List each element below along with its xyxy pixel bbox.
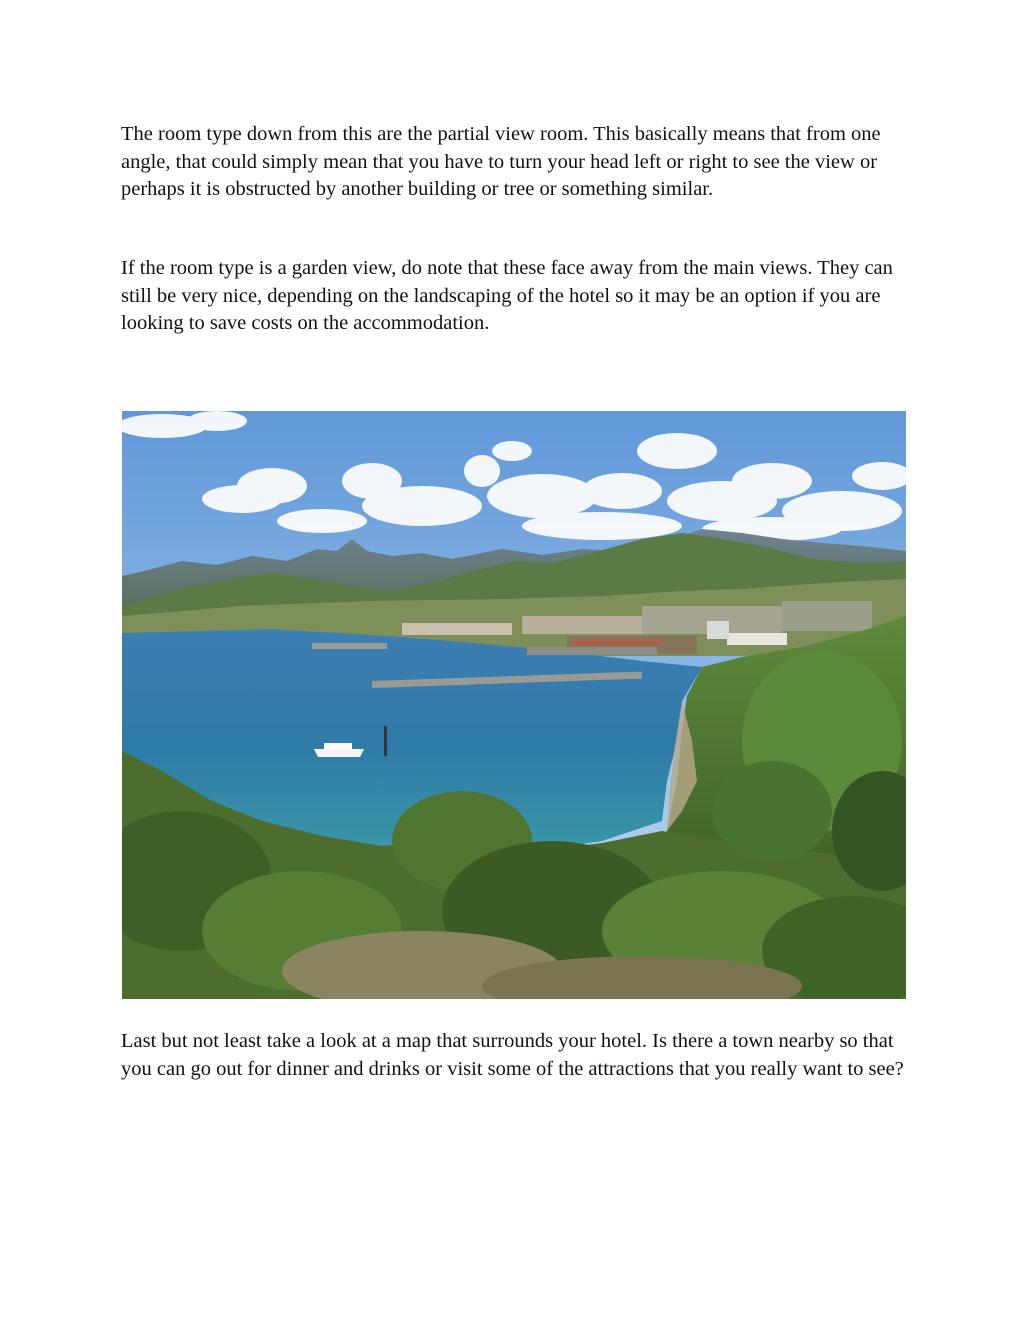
harbor-bay-photo xyxy=(122,411,906,999)
pier-small xyxy=(312,643,387,649)
dock xyxy=(527,647,657,655)
paragraph-map-town: Last but not least take a look at a map that surrounds your hotel. Is there a town nearby so that you can go out for dinner and drinks or visit some of the attractions that you really want to see? xyxy=(121,1030,904,1080)
paragraph-garden-view: If the room type is a garden view, do note that these face away from the main views. They can still be very nice, depending on the landscaping of the hotel so it may be an option if you are looking to save costs on the accommodation. xyxy=(121,257,893,334)
paragraph-partial-view: The room type down from this are the partial view room. This basically means that from one angle, that could simply mean that you have to turn your head left or right to see the view or perhaps it is obstructed by another building or tree or something similar. xyxy=(121,123,881,200)
